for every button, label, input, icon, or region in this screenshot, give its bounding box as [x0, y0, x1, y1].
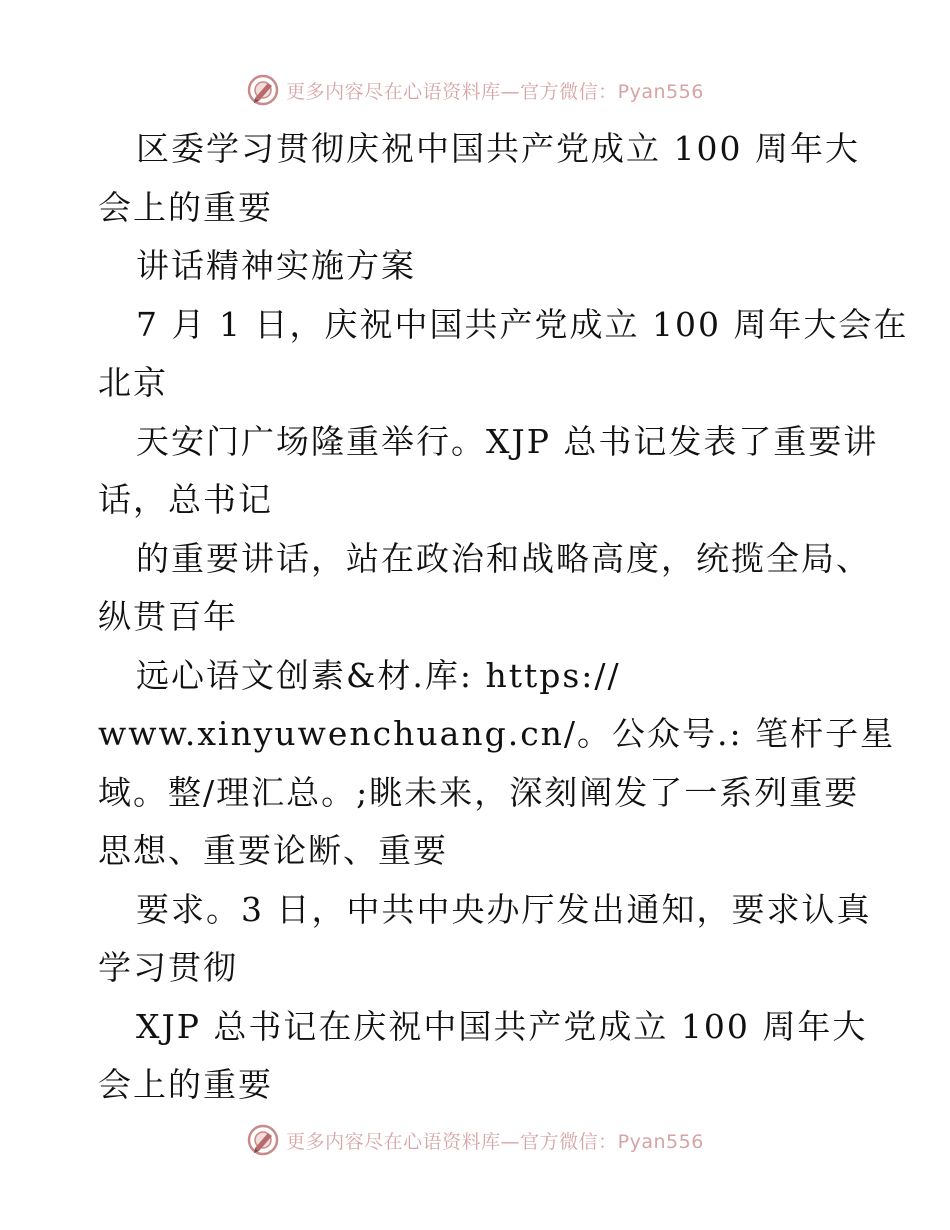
watermark-text: 更多内容尽在心语资料库—官方微信：Pyan556 — [286, 1130, 704, 1153]
body-line: 会上的重要 — [98, 1065, 273, 1104]
header-watermark — [0, 70, 950, 110]
body-line: 要求。3 日，中共中央办厅发出通知，要求认真 — [136, 889, 872, 929]
body-line: 学习贯彻 — [98, 948, 238, 987]
pen-nib-circle-icon — [246, 1123, 280, 1157]
footer-watermark — [0, 1120, 950, 1160]
document-body — [98, 120, 909, 1115]
pen-nib-circle-icon — [246, 73, 280, 107]
body-line: 思想、重要论断、重要 — [98, 831, 448, 870]
body-line: 远心语文创素&材.库: https:// — [136, 655, 621, 695]
body-line: www.xinyuwenchuang.cn/。公众号.: 笔杆子星 — [98, 714, 896, 753]
body-line: 7 月 1 日，庆祝中国共产党成立 100 周年大会在 — [136, 304, 909, 344]
body-line: 区委学习贯彻庆祝中国共产党成立 100 周年大 — [136, 129, 860, 168]
body-line: 天安门广场隆重举行。XJP 总书记发表了重要讲 — [136, 421, 879, 461]
body-line: 讲话精神实施方案 — [136, 246, 416, 285]
body-line: 话，总书记 — [98, 480, 273, 519]
body-line: XJP 总书记在庆祝中国共产党成立 100 周年大 — [136, 1006, 868, 1046]
body-line: 纵贯百年 — [98, 597, 238, 636]
body-line: 的重要讲话，站在政治和战略高度，统揽全局、 — [136, 538, 871, 578]
body-line: 域。整/理汇总。;眺未来，深刻阐发了一系列重要 — [98, 772, 860, 812]
body-line: 会上的重要 — [98, 187, 273, 227]
body-line: 北京 — [98, 363, 168, 402]
watermark-text: 更多内容尽在心语资料库—官方微信：Pyan556 — [286, 80, 704, 103]
